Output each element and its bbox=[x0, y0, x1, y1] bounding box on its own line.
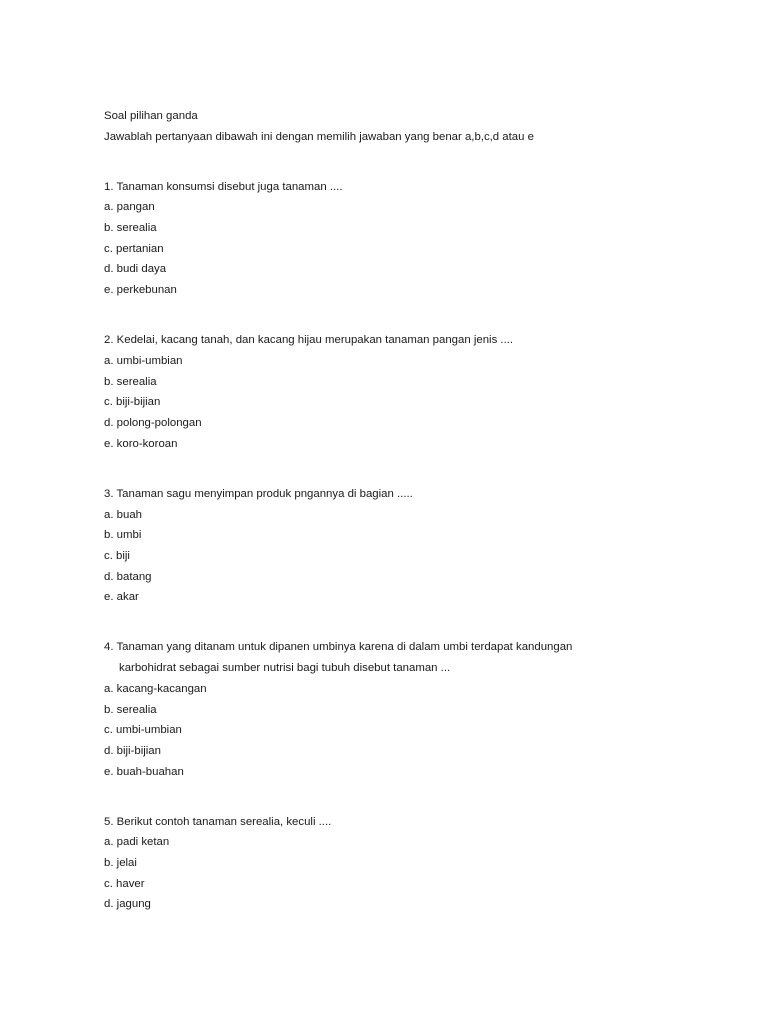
question-1-option-a: a. pangan bbox=[104, 201, 155, 213]
question-3-option-d: d. batang bbox=[104, 571, 152, 583]
question-1-text: 1. Tanaman konsumsi disebut juga tanaman .... bbox=[104, 181, 343, 193]
question-4-text: 4. Tanaman yang ditanam untuk dipanen umbinya karena di dalam umbi terdapat kandungan bbox=[104, 641, 573, 653]
question-1-option-d: d. budi daya bbox=[104, 263, 167, 275]
question-4-option-b: b. serealia bbox=[104, 704, 157, 716]
question-5-option-b: b. jelai bbox=[104, 857, 137, 869]
document-title: Soal pilihan ganda bbox=[104, 110, 198, 122]
question-3-option-e: e. akar bbox=[104, 591, 139, 603]
question-3-option-a: a. buah bbox=[104, 509, 143, 521]
question-3-text: 3. Tanaman sagu menyimpan produk pngannya di bagian ..... bbox=[104, 488, 413, 500]
question-5-option-a: a. padi ketan bbox=[104, 836, 170, 848]
question-1-option-e: e. perkebunan bbox=[104, 284, 177, 296]
question-5-option-d: d. jagung bbox=[104, 898, 151, 910]
question-2-option-c: c. biji-bijian bbox=[104, 396, 161, 408]
question-5-text: 5. Berikut contoh tanaman serealia, keculi .... bbox=[104, 816, 332, 828]
question-2-option-a: a. umbi-umbian bbox=[104, 355, 183, 367]
instruction-text: Jawablah pertanyaan dibawah ini dengan memilih jawaban yang benar a,b,c,d atau e bbox=[104, 131, 534, 143]
question-1-option-b: b. serealia bbox=[104, 222, 157, 234]
question-4-option-e: e. buah-buahan bbox=[104, 766, 184, 778]
question-5-option-c: c. haver bbox=[104, 878, 145, 890]
question-4-option-c: c. umbi-umbian bbox=[104, 724, 182, 736]
question-3-option-b: b. umbi bbox=[104, 529, 142, 541]
question-4-text-continued: karbohidrat sebagai sumber nutrisi bagi tubuh disebut tanaman ... bbox=[119, 662, 451, 674]
question-2-option-d: d. polong-polongan bbox=[104, 417, 202, 429]
question-4-option-a: a. kacang-kacangan bbox=[104, 683, 207, 695]
question-1-option-c: c. pertanian bbox=[104, 243, 164, 255]
question-3-option-c: c. biji bbox=[104, 550, 130, 562]
question-2-option-e: e. koro-koroan bbox=[104, 438, 178, 450]
question-2-text: 2. Kedelai, kacang tanah, dan kacang hijau merupakan tanaman pangan jenis .... bbox=[104, 334, 514, 346]
question-2-option-b: b. serealia bbox=[104, 376, 157, 388]
question-4-option-d: d. biji-bijian bbox=[104, 745, 161, 757]
